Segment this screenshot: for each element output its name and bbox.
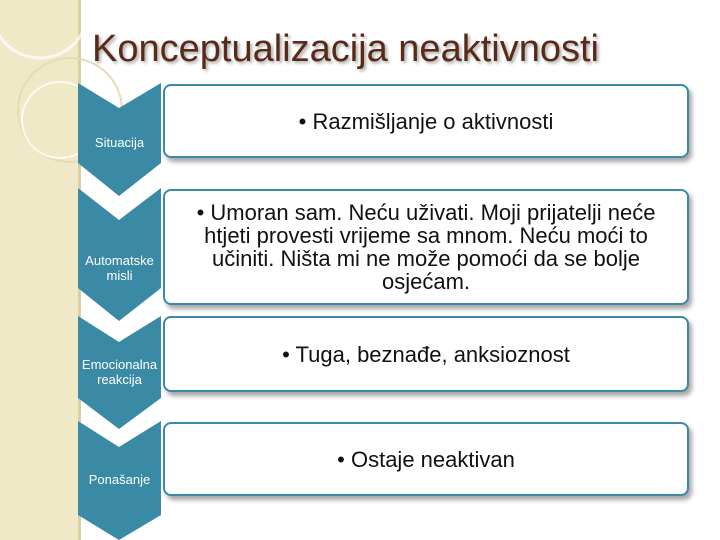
step-text: • Umoran sam. Neću uživati. Moji prijatelji neće htjeti provesti vrijeme sa mnom. Neću moći to učiniti. Ništa mi ne može pomoći da se bolje osjećam. xyxy=(196,200,656,294)
step-text: • Razmišljanje o aktivnosti xyxy=(298,108,554,134)
page-title: Konceptualizacija neaktivnosti xyxy=(92,28,599,70)
step-box xyxy=(163,316,689,392)
step-label-automatske-misli: Automatske misli xyxy=(85,253,154,283)
step-text: • Ostaje neaktivan xyxy=(337,446,515,472)
step-box xyxy=(163,422,689,496)
step-label-ponasanje: Ponašanje xyxy=(88,472,151,487)
step-box xyxy=(163,84,689,158)
step-label-emocionalna-reakcija: Emocionalna reakcija xyxy=(81,357,158,387)
step-label-situacija: Situacija xyxy=(94,135,145,150)
step-text: • Tuga, beznađe, anksioznost xyxy=(282,341,570,367)
step-box xyxy=(163,189,689,305)
